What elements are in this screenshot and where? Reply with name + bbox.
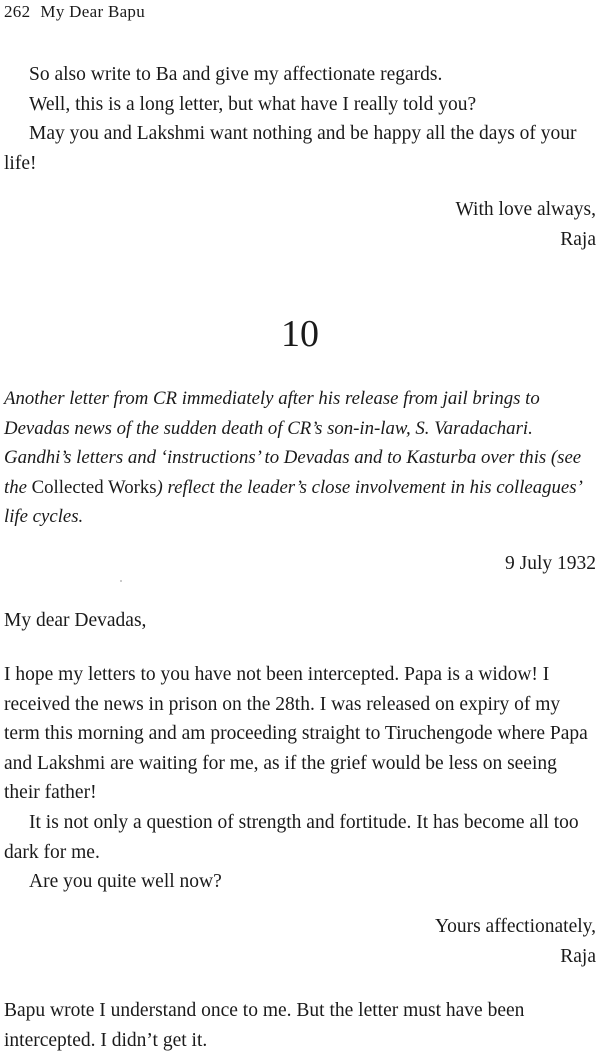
salutation: My dear Devadas, — [4, 610, 147, 631]
signature: Raja — [560, 945, 596, 967]
intro-text-part1: Another letter from CR immediately after his release from jail brings to Devadas news of the sudden death of CR’s son-in-law, S. Varadachari. Gandhi’s letters and ‘instructions’ to Devadas and to Kasturba over this (see the — [4, 388, 582, 498]
scan-speck — [120, 580, 122, 582]
postscript-text: Bapu wrote I understand once to me. But the letter must have been intercepted. I didn’t get it. — [4, 1000, 525, 1051]
previous-letter-ending — [4, 60, 596, 178]
letter-salutation — [4, 606, 596, 636]
chapter-number: 10 — [281, 313, 319, 355]
intro-book-title: Collected Works — [31, 476, 157, 498]
closing: With love always, — [455, 199, 596, 220]
date: 9 July 1932 — [504, 553, 596, 574]
signature: Raja — [560, 228, 596, 250]
letter-paragraph: Are you quite well now? — [29, 871, 222, 893]
chapter-introduction — [4, 384, 596, 532]
letter-paragraph: So also write to Ba and give my affectionate regards. — [29, 64, 443, 85]
letter-body — [4, 660, 596, 897]
intro-text-part2: ) reflect the leader’s close involvement in his colleagues’ life cycles. — [4, 476, 581, 528]
letter-paragraph: It is not only a question of strength and fortitude. It has become all too dark for me. — [4, 811, 579, 863]
letter-paragraph: May you and Lakshmi want nothing and be happy all the days of your life! — [4, 123, 577, 174]
intro-text — [4, 384, 596, 532]
letter-date — [4, 549, 600, 579]
running-head — [4, 2, 145, 22]
page-number: 262 — [4, 2, 31, 21]
previous-letter-signoff — [4, 195, 600, 254]
letter-paragraph: Well, this is a long letter, but what have I really told you? — [29, 93, 477, 115]
letter-signoff — [4, 912, 600, 971]
closing: Yours affectionately, — [434, 916, 596, 937]
book-title: My Dear Bapu — [40, 2, 146, 21]
letter-paragraph: I hope my letters to you have not been intercepted. Papa is a widow! I received the news in prison on the 28th. I was released on expiry of my term this morning and am proceeding straight to Tiruchengode where Papa and Lakshmi are waiting for me, as if the grief would be less on seeing their father! — [4, 664, 588, 804]
postscript — [4, 996, 596, 1055]
